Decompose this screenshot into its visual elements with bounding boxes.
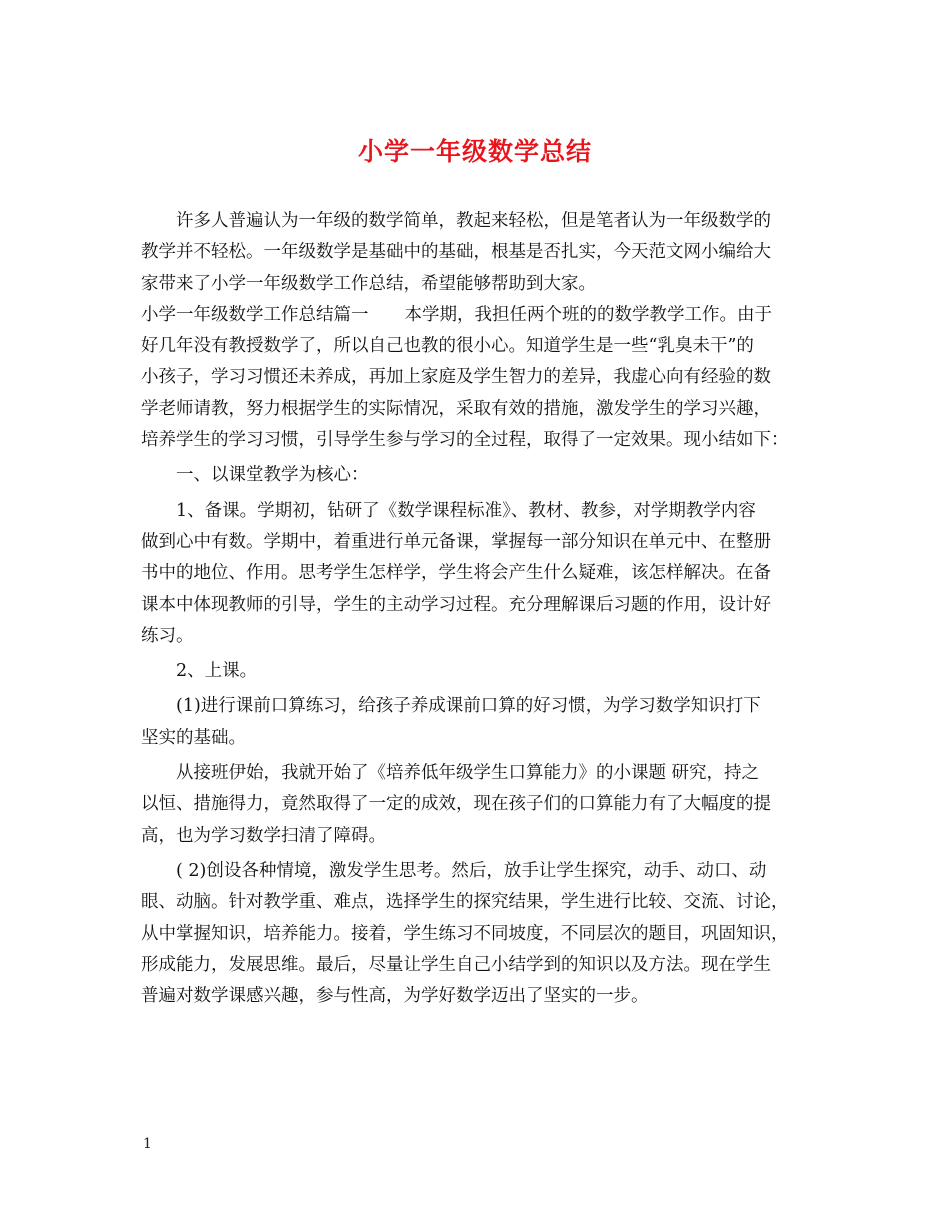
paragraph-line: 1、备课。学期初，钻研了《数学课程标准》、教材、教参，对学期教学内容	[176, 500, 756, 521]
page-number: 1	[143, 1136, 152, 1152]
paragraph-line: 坚实的基础。	[141, 727, 246, 748]
paragraph-line: 培养学生的学习习惯，引导学生参与学习的全过程，取得了一定效果。现小结如下：	[141, 430, 789, 451]
paragraph-line: 家带来了小学一年级数学工作总结，希望能够帮助到大家。	[141, 273, 596, 294]
paragraph-line: 高，也为学习数学扫清了障碍。	[141, 825, 386, 846]
paragraph-line: 书中的地位、作用。思考学生怎样学，学生将会产生什么疑难，该怎样解决。在备	[141, 563, 771, 584]
paragraph-line: 学老师请教，努力根据学生的实际情况，采取有效的措施，激发学生的学习兴趣，	[141, 398, 771, 419]
section-heading: 一、以课堂教学为核心：	[176, 465, 369, 486]
document-title: 小学一年级数学总结	[357, 137, 592, 166]
paragraph-line: 眼、动脑。针对教学重、难点，选择学生的探究结果，学生进行比较、交流、讨论，	[141, 892, 789, 913]
paragraph-line: 练习。	[141, 625, 194, 646]
paragraph-line: 做到心中有数。学期中，着重进行单元备课，掌握每一部分知识在单元中、在整册	[141, 531, 771, 552]
paragraph-line: (1)进行课前口算练习，给孩子养成课前口算的好习惯，为学习数学知识打下	[176, 696, 761, 717]
paragraph-line: 课本中体现教师的引导，学生的主动学习过程。充分理解课后习题的作用，设计好	[141, 594, 771, 615]
section-heading-line	[141, 300, 825, 331]
paragraph-line: 普遍对数学课感兴趣，参与性高，为学好数学迈出了坚实的一步。	[141, 986, 649, 1007]
paragraph-line: 好几年没有教授数学了，所以自己也教的很小心。知道学生是一些“乳臭未干”的	[141, 336, 754, 357]
paragraph-line: 从接班伊始，我就开始了《培养低年级学生口算能力》的小课题 研究，持之	[176, 763, 760, 784]
paragraph-line: 教学并不轻松。一年级数学是基础中的基础，根基是否扎实，今天范文网小编给大	[141, 242, 771, 263]
paragraph-line: 以恒、措施得力，竟然取得了一定的成效，现在孩子们的口算能力有了大幅度的提	[141, 794, 771, 815]
paragraph-line: 许多人普遍认为一年级的数学简单，教起来轻松，但是笔者认为一年级数学的	[176, 211, 771, 231]
document-body	[141, 206, 825, 1012]
subsection-heading: 2、上课。	[176, 661, 258, 682]
paragraph-line: ( 2)创设各种情境，激发学生思考。然后，放手让学生探究，动手、动口、动	[176, 860, 767, 881]
paragraph-line: 形成能力，发展思维。最后，尽量让学生自己小结学到的知识以及方法。现在学生	[141, 954, 771, 975]
paragraph-line: 从中掌握知识，培养能力。接着，学生练习不同坡度，不同层次的题目，巩固知识，	[141, 923, 789, 944]
section-heading: 小学一年级数学工作总结篇一	[141, 304, 369, 325]
paragraph-line: 本学期，我担任两个班的的数学教学工作。由于	[404, 304, 772, 325]
paragraph-line: 小孩子，学习习惯还未养成，再加上家庭及学生智力的差异，我虚心向有经验的数	[141, 367, 771, 388]
